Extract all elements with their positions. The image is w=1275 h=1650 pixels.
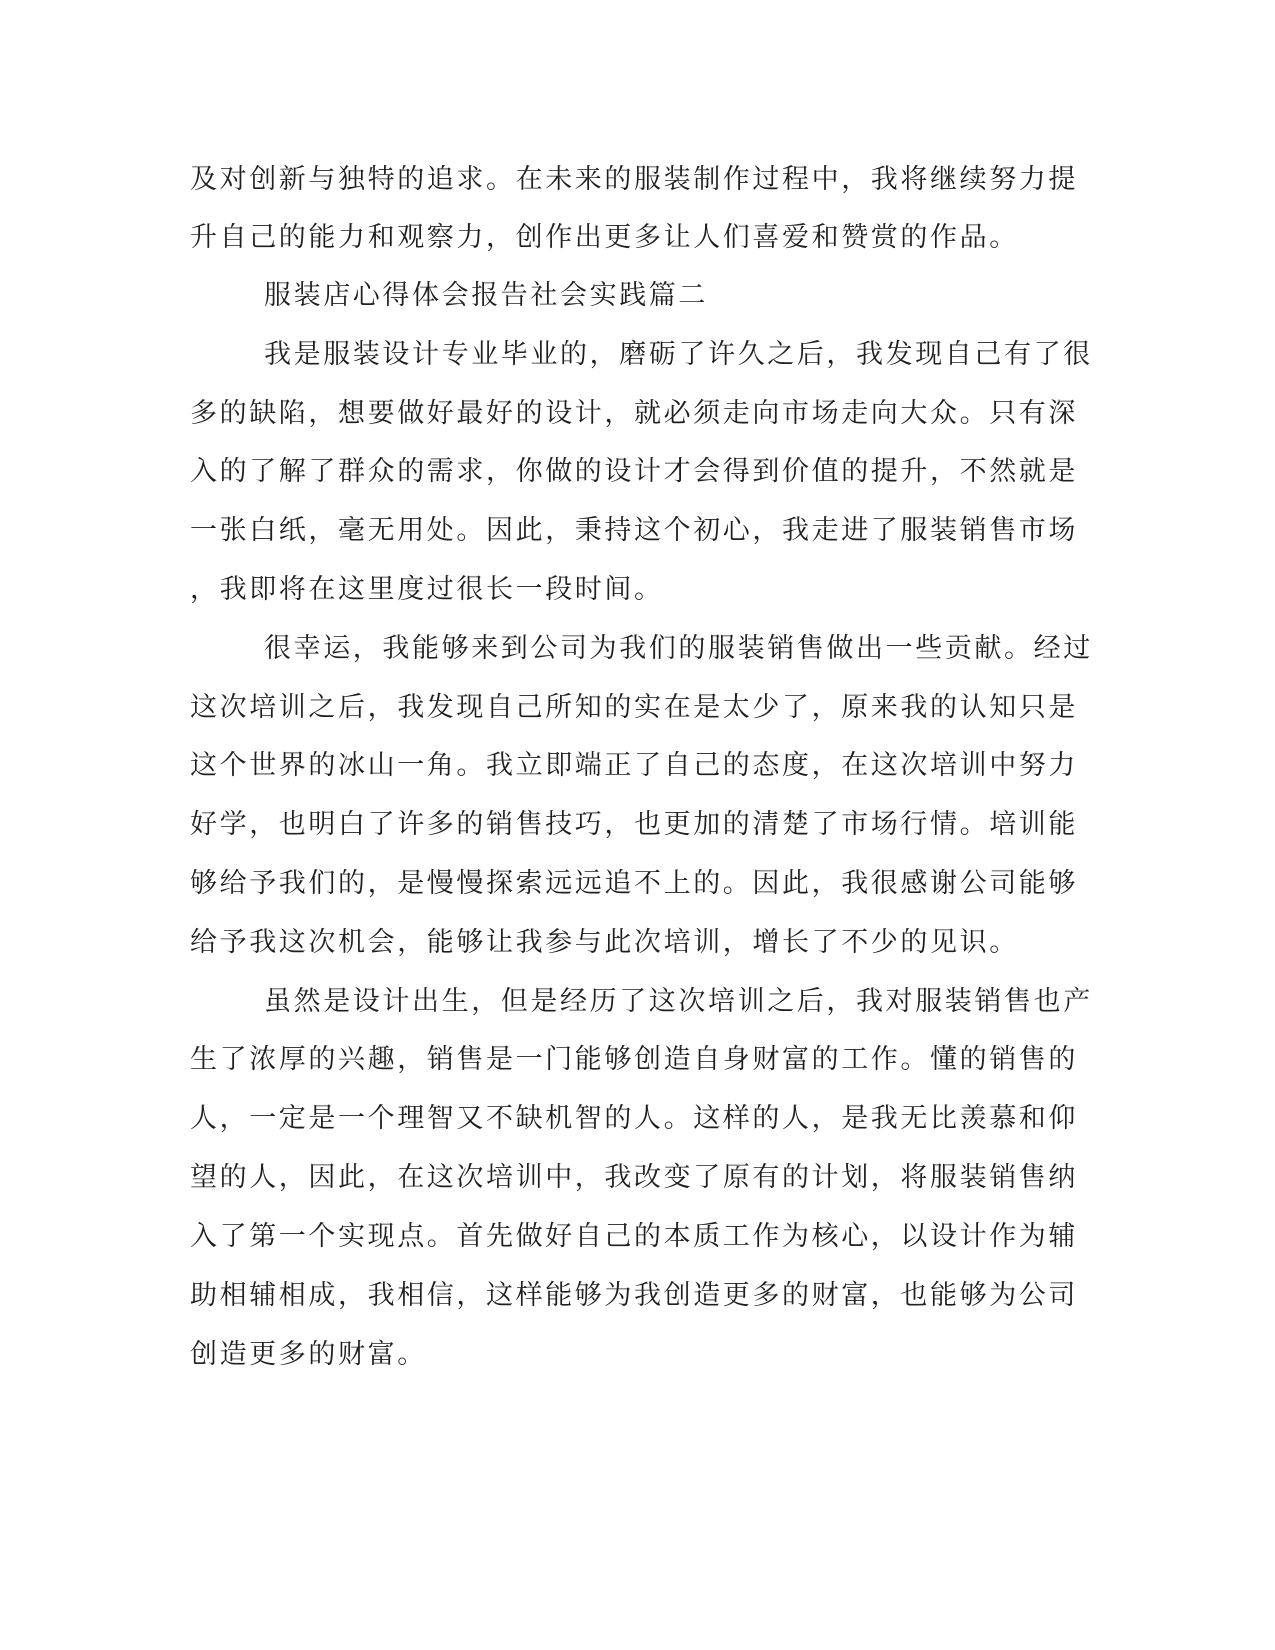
text-line: ，我即将在这里度过很长一段时间。 (190, 574, 664, 605)
text-line: 多的缺陷，想要做好最好的设计，就必须走向市场走向大众。只有深 (190, 398, 1078, 429)
text-line: 望的人，因此，在这次培训中，我改变了原有的计划，将服装销售纳 (190, 1162, 1078, 1193)
section-heading: 服装店心得体会报告社会实践篇二 (264, 280, 708, 311)
text-line: 虽然是设计出生，但是经历了这次培训之后，我对服装销售也产 (264, 986, 1093, 1017)
text-line: 给予我这次机会，能够让我参与此次培训，增长了不少的见识。 (190, 927, 1019, 958)
text-line: 创造更多的财富。 (190, 1339, 427, 1370)
text-line: 我是服装设计专业毕业的，磨砺了许久之后，我发现自己有了很 (264, 339, 1093, 370)
text-line: 及对创新与独特的追求。在未来的服装制作过程中，我将继续努力提 (190, 164, 1078, 195)
text-line: 入了第一个实现点。首先做好自己的本质工作为核心，以设计作为辅 (190, 1221, 1078, 1252)
text-line: 助相辅相成，我相信，这样能够为我创造更多的财富，也能够为公司 (190, 1280, 1078, 1311)
text-line: 人，一定是一个理智又不缺机智的人。这样的人，是我无比羡慕和仰 (190, 1103, 1078, 1134)
text-line: 这个世界的冰山一角。我立即端正了自己的态度，在这次培训中努力 (190, 750, 1078, 781)
text-line: 好学，也明白了许多的销售技巧，也更加的清楚了市场行情。培训能 (190, 809, 1078, 840)
text-line: 很幸运，我能够来到公司为我们的服装销售做出一些贡献。经过 (264, 633, 1093, 664)
text-line: 升自己的能力和观察力，创作出更多让人们喜爱和赞赏的作品。 (190, 222, 1019, 253)
text-line: 一张白纸，毫无用处。因此，秉持这个初心，我走进了服装销售市场 (190, 515, 1078, 546)
text-line: 生了浓厚的兴趣，销售是一门能够创造自身财富的工作。懂的销售的 (190, 1044, 1078, 1075)
text-line: 够给予我们的，是慢慢探索远远追不上的。因此，我很感谢公司能够 (190, 868, 1078, 899)
text-line: 这次培训之后，我发现自己所知的实在是太少了，原来我的认知只是 (190, 692, 1078, 723)
text-line: 入的了解了群众的需求，你做的设计才会得到价值的提升，不然就是 (190, 456, 1078, 487)
